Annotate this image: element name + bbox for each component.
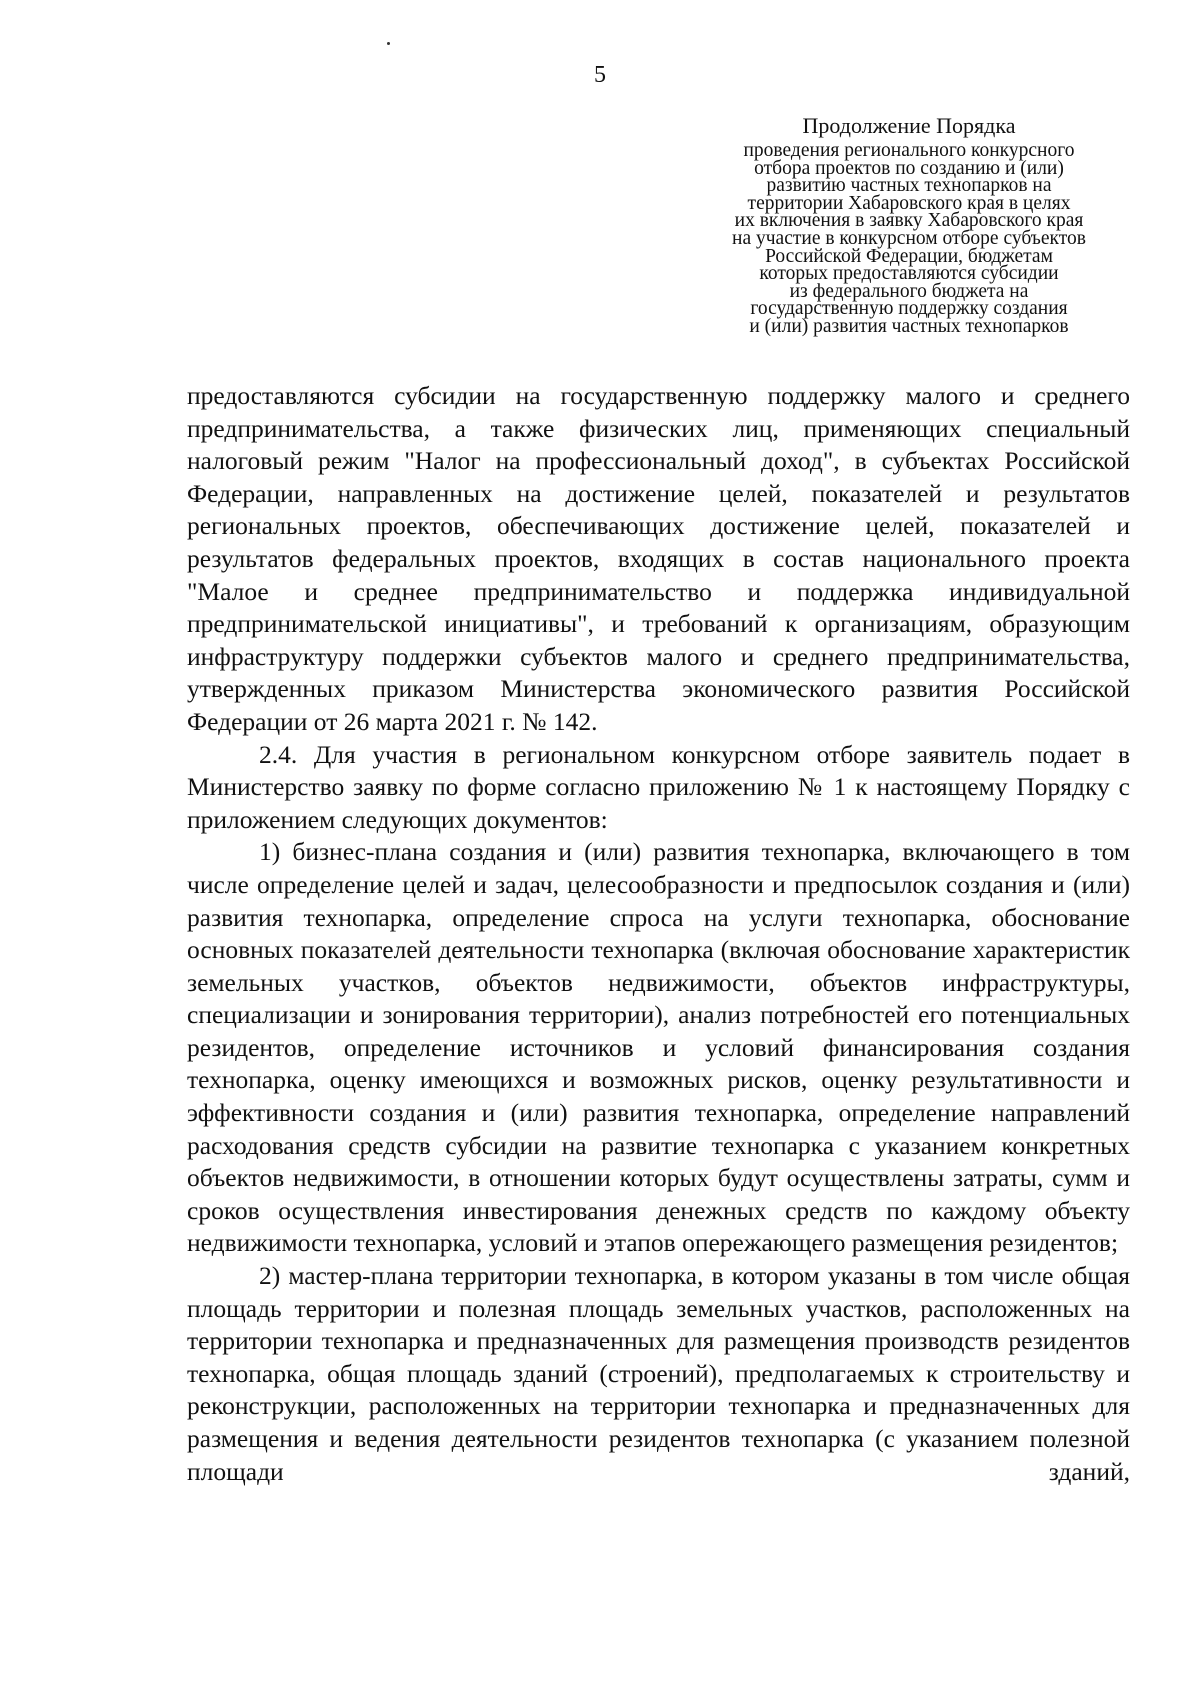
body-paragraph: 2.4. Для участия в региональном конкурсном отборе заявитель подает в Министерство заявку по форме согласно приложению № 1 к настоящему Порядку с приложением следующих документов:: [187, 739, 1130, 834]
document-header: [678, 112, 1140, 336]
header-line: их включения в заявку Хабаровского края: [734, 210, 1084, 232]
header-line: государственную поддержку создания: [750, 298, 1068, 320]
body-paragraph: 2) мастер-плана территории технопарка, в котором указаны в том числе общая площадь территории и полезная площадь земельных участков, расположенных на территории технопарка и предназначенных для размещения производств резидентов технопарка, общая площадь зданий (строений), предполагаемых к строительству и реконструкции, расположенных на территории технопарка и предназначенных для размещения и ведения деятельности резидентов технопарка (с указанием полезной площади зданий,: [187, 1261, 1130, 1486]
body-paragraph: предоставляются субсидии на государственную поддержку малого и среднего предпринимательства, а также физических лиц, применяющих специальный налоговый режим "Налог на профессиональный доход", в субъектах Российской Федерации, направленных на достижение целей, показателей и результатов региональных проектов, обеспечивающих достижение целей, показателей и результатов федеральных проектов, входящих в состав национального проекта "Малое и среднее предпринимательство и поддержка индивидуальной предпринимательской инициативы", и требований к организациям, образующим инфраструктуру поддержки субъектов малого и среднего предпринимательства, утвержденных приказом Министерства экономического развития Российской Федерации от 26 марта 2021 г. № 142.: [187, 381, 1130, 736]
header-line: развитию частных технопарков на: [766, 175, 1052, 197]
header-line: на участие в конкурсном отборе субъектов: [732, 227, 1086, 249]
header-line: которых предоставляются субсидии: [759, 263, 1059, 285]
header-title: Продолжение Порядка: [802, 113, 1016, 138]
body-paragraph: 1) бизнес-плана создания и (или) развития технопарка, включающего в том числе определение целей и задач, целесообразности и предпосылок создания и (или) развития технопарка, определение спроса на услуги технопарка, обоснование основных показателей деятельности технопарка (включая обоснование характеристик земельных участков, объектов недвижимости, объектов инфраструктуры, специализации и зонирования территории), анализ потребностей его потенциальных резидентов, определение источников и условий финансирования создания технопарка, оценку имеющихся и возможных рисков, оценку результативности и эффективности создания и (или) развития технопарка, определение направлений расходования средств субсидии на развитие технопарка с указанием конкретных объектов недвижимости, в отношении которых будут осуществлены затраты, сумм и сроков осуществления инвестирования денежных средств по каждому объекту недвижимости технопарка, условий и этапов опережающего размещения резидентов;: [187, 837, 1130, 1258]
header-line: проведения регионального конкурсного: [743, 140, 1075, 161]
document-body: [187, 380, 1130, 1488]
header-line: и (или) развития частных технопарков: [749, 315, 1069, 337]
header-line: территории Хабаровского края в целях: [747, 192, 1071, 214]
page-number: 5: [594, 62, 606, 88]
header-line: отбора проектов по созданию и (или): [754, 157, 1064, 179]
header-line: из федерального бюджета на: [789, 280, 1029, 302]
header-line: Российской Федерации, бюджетам: [765, 245, 1053, 267]
scan-speck: [387, 42, 390, 45]
